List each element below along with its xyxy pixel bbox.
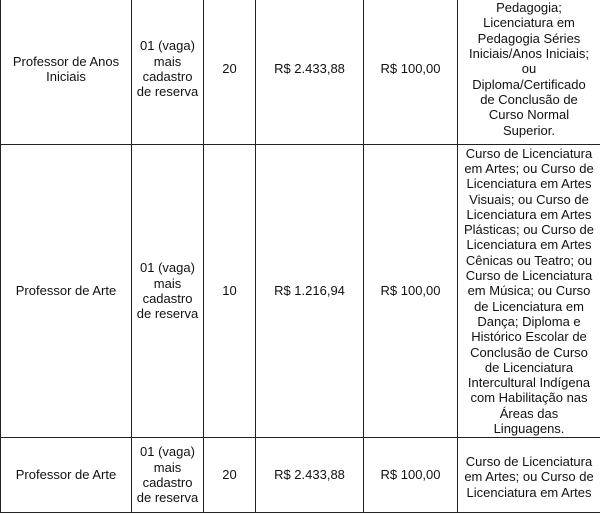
table-row (1, 145, 600, 438)
hours-cell: 20 (204, 0, 256, 145)
requirements-line: Diploma/Certificado (472, 76, 586, 92)
fee-cell: R$ 100,00 (364, 0, 458, 145)
vacancies-line: 01 (vaga) (140, 444, 195, 460)
requirements-line: Plásticas; ou Curso de (463, 222, 595, 238)
requirements-line: Licenciatura em (483, 15, 575, 31)
hours-cell: 20 (204, 438, 256, 513)
fee-cell: R$ 100,00 (364, 438, 458, 513)
hours-cell: 10 (204, 145, 256, 438)
requirements-line: Cênicas ou Teatro; ou (465, 252, 593, 268)
requirements-line: Licenciatura em Artes (466, 237, 592, 253)
vacancies-line: de reserva (136, 306, 199, 322)
requirements-line: Curso Normal (488, 107, 570, 123)
requirements-line: Curso de Licenciatura (465, 268, 593, 284)
position-cell: Professor de Arte (1, 145, 132, 438)
vacancies-line: cadastro (142, 291, 193, 306)
position-cell: Professor de Arte (1, 438, 132, 513)
vacancies-line: 01 (vaga) (140, 260, 195, 276)
vacancies-line: 01 (vaga) (140, 38, 195, 54)
vacancies-line: mais (153, 459, 182, 475)
requirements-line: com Habilitação nas (470, 390, 588, 406)
vacancies-line: mais (153, 275, 182, 291)
requirements-line: Linguagens. (493, 421, 565, 437)
salary-cell: R$ 1.216,94 (256, 145, 364, 438)
requirements-line: de Licenciatura em (474, 298, 584, 314)
vacancies-line: mais (153, 53, 182, 69)
requirements-line: Dança; Diploma e (477, 313, 581, 329)
requirements-line: ou (521, 61, 537, 77)
requirements-line: em Artes; ou Curso de (464, 160, 594, 176)
requirements-line: Pedagogia; (496, 0, 562, 16)
requirements-line: em Artes; ou Curso de (464, 469, 594, 485)
vacancies-cell (132, 438, 204, 513)
vacancies-cell (132, 145, 204, 438)
requirements-line: Iniciais/Anos Iniciais; (469, 46, 589, 62)
requirements-line: Curso de Licenciatura (465, 454, 593, 469)
requirements-line: Curso de Licenciatura (465, 145, 593, 161)
requirements-line: de Licenciatura (484, 359, 574, 375)
requirements-cell (458, 0, 600, 145)
fee-cell: R$ 100,00 (364, 145, 458, 438)
requirements-line: Intercultural Indígena (467, 375, 591, 391)
requirements-line: Visuais; ou Curso de (469, 191, 589, 207)
requirements-line: em Música; ou Curso (467, 283, 591, 299)
vacancies-line: de reserva (136, 490, 199, 506)
requirements-cell (458, 145, 600, 438)
requirements-cell (458, 438, 600, 513)
requirements-line: Pedagogia Séries (477, 30, 581, 46)
table-row (1, 0, 600, 145)
salary-cell: R$ 2.433,88 (256, 0, 364, 145)
vacancies-line: cadastro (142, 69, 193, 84)
requirements-line: Licenciatura em Artes (466, 206, 592, 222)
table-row (1, 438, 600, 513)
salary-cell: R$ 2.433,88 (256, 438, 364, 513)
requirements-line: Licenciatura em Artes (466, 176, 592, 192)
requirements-line: Superior. (502, 122, 556, 138)
vacancies-line: cadastro (142, 475, 193, 490)
requirements-line: Histórico Escolar de (471, 329, 587, 345)
vacancies-cell (132, 0, 204, 145)
requirements-line: Conclusão de Curso (470, 344, 588, 360)
requirements-line: Áreas das (499, 405, 559, 421)
requirements-line: de Conclusão de (480, 91, 578, 107)
position-cell: Professor de Anos Iniciais (1, 0, 132, 145)
requirements-line: Licenciatura em Artes (466, 484, 592, 500)
vacancies-line: de reserva (136, 84, 199, 100)
